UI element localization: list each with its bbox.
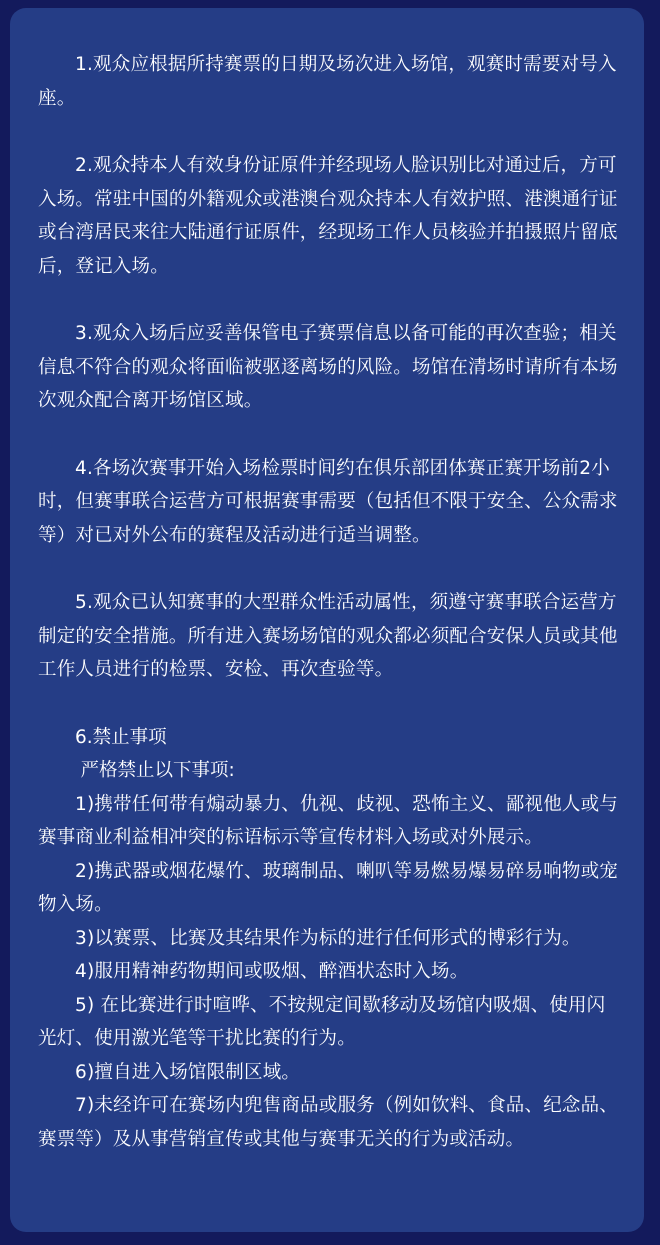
rule-paragraph-4: 4.各场次赛事开始入场检票时间约在俱乐部团体赛正赛开场前2小时，但赛事联合运营方可根据赛事需要（包括但不限于安全、公众需求等）对已对外公布的赛程及活动进行适当调整。 (38, 457, 618, 546)
prohibited-item-2: 2)携武器或烟花爆竹、玻璃制品、喇叭等易燃易爆易碎易响物或宠物入场。 (38, 860, 618, 915)
prohibited-intro: 严格禁止以下事项: (80, 760, 235, 781)
rule-paragraph-5: 5.观众已认知赛事的大型群众性活动属性，须遵守赛事联合运营方制定的安全措施。所有进入赛场场馆的观众都必须配合安保人员或其他工作人员进行的检票、安检、再次查验等。 (38, 592, 618, 680)
prohibited-item-3: 3)以赛票、比赛及其结果作为标的进行任何形式的博彩行为。 (75, 927, 581, 949)
rule-paragraph-1: 1.观众应根据所持赛票的日期及场次进入场馆，观赛时需要对号入座。 (38, 54, 617, 109)
prohibited-item-5: 5) 在比赛进行时喧哗、不按规定间歇移动及场馆内吸烟、使用闪光灯、使用激光笔等干扰比赛的行为。 (38, 994, 606, 1049)
prohibited-item-7: 7)未经许可在赛场内兜售商品或服务（例如饮料、食品、纪念品、赛票等）及从事营销宣传或其他与赛事无关的行为或活动。 (38, 1095, 618, 1150)
prohibited-item-1: 1)携带任何带有煽动暴力、仇视、歧视、恐怖主义、鄙视他人或与赛事商业利益相冲突的标语标示等宣传材料入场或对外展示。 (38, 793, 618, 848)
prohibited-item-4: 4)服用精神药物期间或吸烟、醉酒状态时入场。 (75, 961, 469, 982)
prohibited-title: 6.禁止事项 (75, 726, 167, 748)
prohibited-section (38, 721, 618, 1157)
rules-panel (10, 8, 644, 1232)
rule-paragraph-3: 3.观众入场后应妥善保管电子赛票信息以备可能的再次查验；相关信息不符合的观众将面临被驱逐离场的风险。场馆在清场时请所有本场次观众配合离开场馆区域。 (38, 323, 618, 411)
prohibited-item-6: 6)擅自进入场馆限制区域。 (75, 1061, 301, 1083)
rule-paragraph-2: 2.观众持本人有效身份证原件并经现场人脸识别比对通过后，方可入场。常驻中国的外籍观众或港澳台观众持本人有效护照、港澳通行证或台湾居民来往大陆通行证原件，经现场工作人员核验并拍摄照片留底后，登记入场。 (38, 155, 618, 277)
